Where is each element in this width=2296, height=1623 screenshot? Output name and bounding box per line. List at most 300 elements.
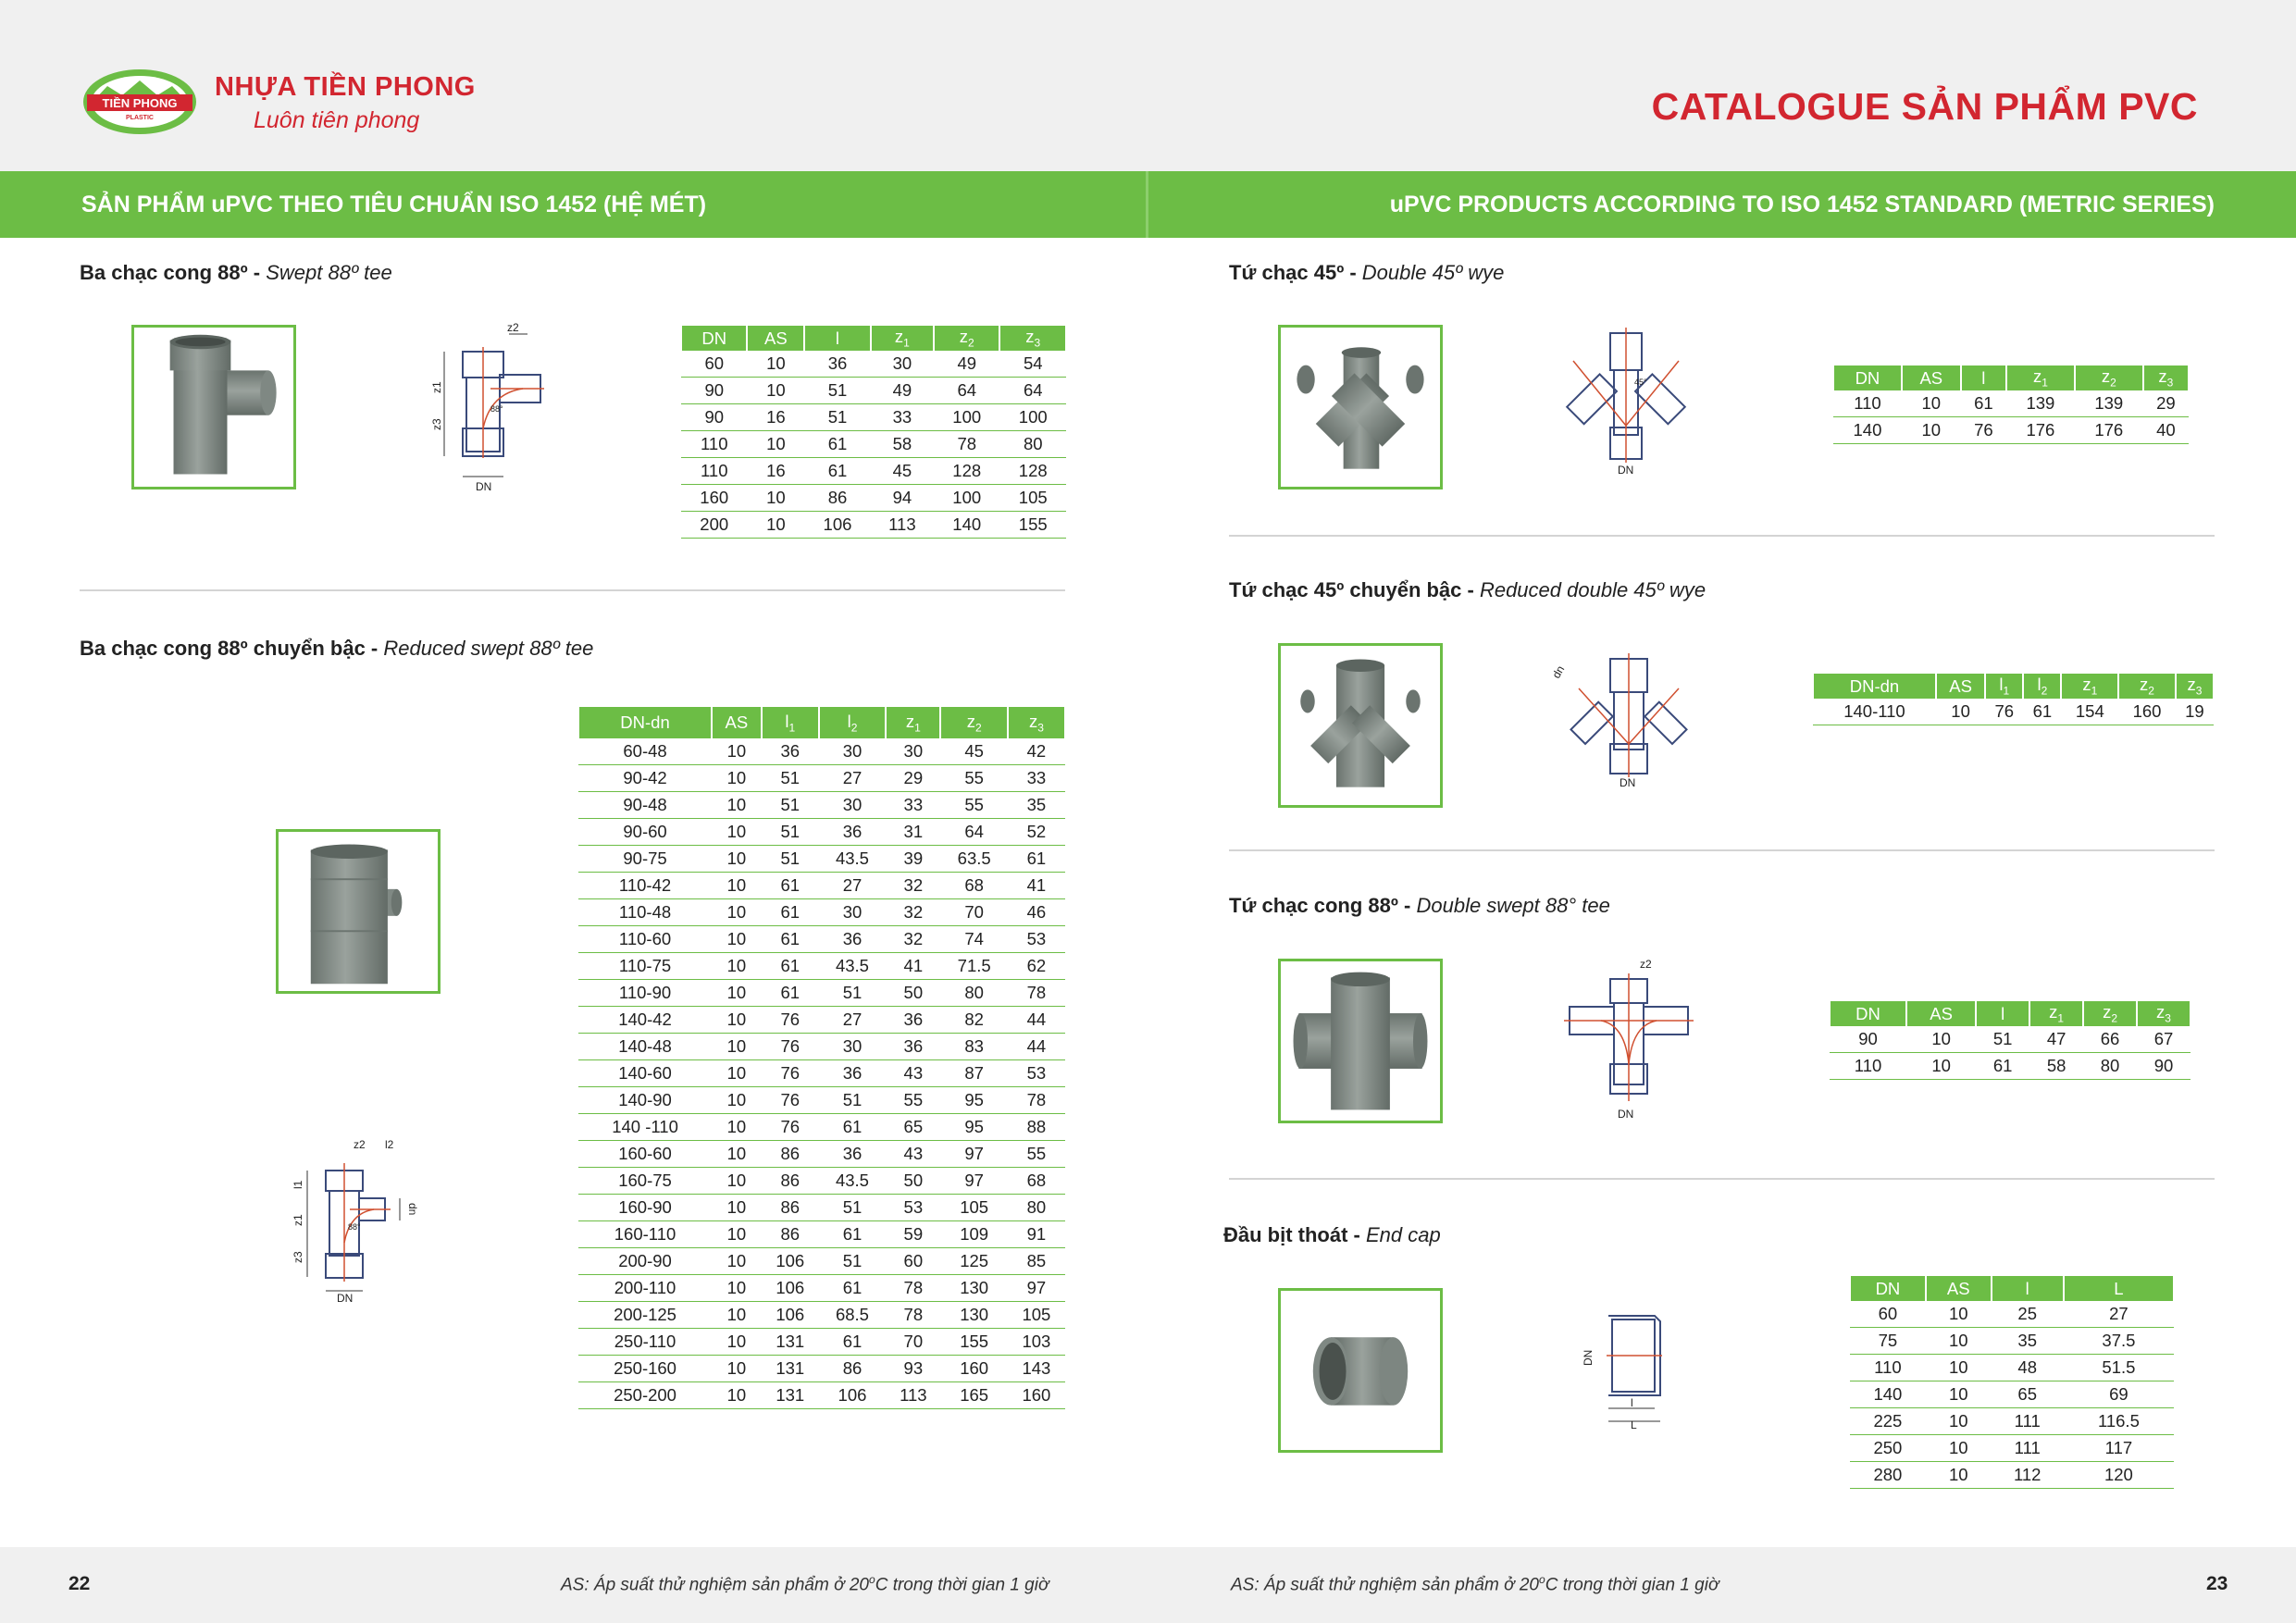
table-cell: 80 <box>2083 1053 2137 1080</box>
table-cell: 64 <box>934 378 999 404</box>
table-cell: 35 <box>1008 792 1065 819</box>
table-cell: 30 <box>819 1034 886 1060</box>
table-cell: 10 <box>1936 699 1985 725</box>
table-cell: 139 <box>2006 390 2075 417</box>
table-cell: 27 <box>2064 1301 2174 1328</box>
table-cell: 75 <box>1850 1328 1926 1355</box>
footnote-right: AS: Áp suất thử nghiệm sản phẩm ở 20$^o$C trong thời gian 1 giờ <box>1231 1573 1719 1595</box>
table-cell: 29 <box>2143 390 2189 417</box>
section-divider <box>80 589 1065 591</box>
table-cell: 110-75 <box>578 953 712 980</box>
table-row <box>578 1060 1065 1087</box>
table-cell: 110 <box>1833 390 1902 417</box>
table-cell: 86 <box>762 1195 819 1221</box>
table-cell: 130 <box>940 1302 1007 1329</box>
table-cell: 250-160 <box>578 1356 712 1382</box>
table-cell: 61 <box>762 899 819 926</box>
table-cell: 95 <box>940 1114 1007 1141</box>
swept-tee-label-z3: z3 <box>430 418 443 430</box>
table-cell: 90-60 <box>578 819 712 846</box>
table-row <box>1813 699 2214 725</box>
table-row <box>578 1168 1065 1195</box>
table-cell: 65 <box>886 1114 940 1141</box>
table-cell: 131 <box>762 1356 819 1382</box>
table-cell: 16 <box>747 458 804 485</box>
table-cell: 100 <box>934 404 999 431</box>
table-row <box>681 458 1066 485</box>
table-cell: 10 <box>712 792 762 819</box>
table-cell: 10 <box>712 1356 762 1382</box>
table-cell: 143 <box>1008 1356 1065 1382</box>
reduced-double-wye-table <box>1812 674 2215 725</box>
table-cell: 10 <box>747 512 804 539</box>
table-cell: 160-60 <box>578 1141 712 1168</box>
table-row <box>1833 417 2189 444</box>
table-cell: 10 <box>1902 390 1961 417</box>
table-cell: 58 <box>2029 1053 2083 1080</box>
table-cell: 200-125 <box>578 1302 712 1329</box>
table-cell: 37.5 <box>2064 1328 2174 1355</box>
reduced-tee-label-z2: z2 <box>354 1138 366 1151</box>
table-cell: 32 <box>886 899 940 926</box>
table-cell: 90-48 <box>578 792 712 819</box>
table-cell: 10 <box>1906 1026 1976 1053</box>
table-cell: 111 <box>1992 1408 2064 1435</box>
table-cell: 140-48 <box>578 1034 712 1060</box>
table-cell: 10 <box>712 980 762 1007</box>
table-cell: 91 <box>1008 1221 1065 1248</box>
banner-title-en: uPVC PRODUCTS ACCORDING TO ISO 1452 STANDARD (METRIC SERIES) <box>1389 192 2215 217</box>
table-cell: 10 <box>712 1221 762 1248</box>
table-cell: 43.5 <box>819 953 886 980</box>
table-cell: 29 <box>886 765 940 792</box>
table-cell: 35 <box>1992 1328 2064 1355</box>
reduced-swept-tee-drawing <box>289 1134 441 1305</box>
table-row <box>1850 1408 2174 1435</box>
table-cell: 51 <box>804 404 870 431</box>
table-cell: 10 <box>747 431 804 458</box>
table-cell: 10 <box>712 1195 762 1221</box>
table-cell: 30 <box>886 738 940 765</box>
table-header-row: DN-dn AS $l_1$ $l_2$ $z_1$ $z_2$ $z_3$ <box>1813 674 2214 699</box>
table-cell: 155 <box>940 1329 1007 1356</box>
table-row <box>1850 1328 2174 1355</box>
table-cell: 32 <box>886 873 940 899</box>
table-cell: 95 <box>940 1087 1007 1114</box>
table-row <box>578 1356 1065 1382</box>
table-row <box>578 1275 1065 1302</box>
table-cell: 176 <box>2075 417 2143 444</box>
table-cell: 68 <box>1008 1168 1065 1195</box>
reduced-swept-tee-photo <box>276 829 441 994</box>
table-cell: 51 <box>819 1248 886 1275</box>
table-row <box>1850 1462 2174 1489</box>
table-cell: 10 <box>712 873 762 899</box>
table-cell: 10 <box>712 953 762 980</box>
table-row <box>578 792 1065 819</box>
table-cell: 10 <box>712 1034 762 1060</box>
table-cell: 10 <box>712 1060 762 1087</box>
table-row <box>578 1195 1065 1221</box>
swept-tee-label-z1: z1 <box>430 381 443 393</box>
table-row <box>578 926 1065 953</box>
table-cell: 10 <box>712 738 762 765</box>
table-row <box>578 1087 1065 1114</box>
table-cell: 10 <box>1902 417 1961 444</box>
table-header-row: DN AS l $z_1$ $z_2$ $z_3$ <box>1833 365 2189 390</box>
table-cell: 51 <box>762 819 819 846</box>
section-divider <box>1229 849 2215 851</box>
table-cell: 140 <box>1850 1381 1926 1408</box>
page-number-left: 22 <box>68 1573 91 1594</box>
table-row <box>681 431 1066 458</box>
table-cell: 86 <box>762 1168 819 1195</box>
table-cell: 110-42 <box>578 873 712 899</box>
table-cell: 90 <box>681 378 747 404</box>
table-cell: 10 <box>1926 1408 1992 1435</box>
table-cell: 250-110 <box>578 1329 712 1356</box>
swept-tee-label-dn: DN <box>476 480 492 493</box>
table-cell: 62 <box>1008 953 1065 980</box>
table-header-row: DN-dn AS $l_1$ $l_2$ $z_1$ $z_2$ $z_3$ <box>578 707 1065 738</box>
reduced-tee-label-z1: z1 <box>292 1214 304 1226</box>
table-cell: 140-42 <box>578 1007 712 1034</box>
table-cell: 10 <box>747 378 804 404</box>
table-cell: 68.5 <box>819 1302 886 1329</box>
table-cell: 51 <box>762 792 819 819</box>
table-cell: 128 <box>999 458 1066 485</box>
table-cell: 140 <box>934 512 999 539</box>
section-divider <box>1229 535 2215 537</box>
reduced-tee-label-l2: l2 <box>385 1138 394 1151</box>
end-cap-label-l: l <box>1631 1396 1633 1409</box>
table-cell: 51.5 <box>2064 1355 2174 1381</box>
table-cell: 76 <box>762 1007 819 1034</box>
table-cell: 111 <box>1992 1435 2064 1462</box>
table-cell: 128 <box>934 458 999 485</box>
table-cell: 61 <box>819 1275 886 1302</box>
table-cell: 76 <box>1985 699 2023 725</box>
table-cell: 140 <box>1833 417 1902 444</box>
table-row <box>681 404 1066 431</box>
table-cell: 61 <box>762 873 819 899</box>
double-swept-label-dn: DN <box>1618 1108 1634 1121</box>
table-cell: 10 <box>712 846 762 873</box>
table-row <box>1850 1301 2174 1328</box>
banner-title-vi: SẢN PHẨM uPVC THEO TIÊU CHUẨN ISO 1452 (HỆ MÉT) <box>81 192 707 217</box>
table-cell: 60 <box>1850 1301 1926 1328</box>
table-cell: 93 <box>886 1356 940 1382</box>
end-cap-drawing <box>1573 1305 1675 1430</box>
table-header-row: DN AS l L <box>1850 1276 2174 1301</box>
double-wye-photo <box>1278 325 1443 489</box>
table-cell: 116.5 <box>2064 1408 2174 1435</box>
table-cell: 43.5 <box>819 846 886 873</box>
table-cell: 76 <box>762 1060 819 1087</box>
table-cell: 10 <box>712 1382 762 1409</box>
swept-tee-title: Ba chạc cong 88º - Swept 88º tee <box>80 261 392 284</box>
reduced-double-wye-drawing <box>1540 648 1712 796</box>
table-cell: 110-90 <box>578 980 712 1007</box>
table-cell: 10 <box>712 899 762 926</box>
table-cell: 160 <box>2118 699 2176 725</box>
end-cap-label-L: L <box>1631 1419 1637 1431</box>
reduced-tee-label-dn-small: dn <box>406 1203 419 1216</box>
table-cell: 68 <box>940 873 1007 899</box>
table-row <box>578 899 1065 926</box>
table-cell: 63.5 <box>940 846 1007 873</box>
end-cap-title: Đầu bịt thoát - End cap <box>1223 1223 1441 1246</box>
table-cell: 64 <box>940 819 1007 846</box>
table-cell: 10 <box>747 351 804 378</box>
page-number-right: 23 <box>2206 1573 2228 1594</box>
table-cell: 10 <box>1926 1328 1992 1355</box>
table-cell: 90-42 <box>578 765 712 792</box>
table-row <box>1830 1053 2191 1080</box>
reduced-tee-label-l1: l1 <box>292 1180 304 1189</box>
table-cell: 10 <box>1926 1301 1992 1328</box>
table-row <box>578 1114 1065 1141</box>
brand-slogan: Luôn tiên phong <box>254 107 420 133</box>
table-cell: 36 <box>819 1141 886 1168</box>
swept-tee-table <box>680 326 1067 539</box>
table-cell: 103 <box>1008 1329 1065 1356</box>
table-cell: 61 <box>762 980 819 1007</box>
table-cell: 100 <box>999 404 1066 431</box>
table-cell: 36 <box>819 1060 886 1087</box>
table-cell: 10 <box>712 1275 762 1302</box>
table-cell: 10 <box>712 1302 762 1329</box>
double-swept-tee-title: Tứ chạc cong 88º - Double swept 88° tee <box>1229 894 1610 917</box>
table-cell: 110-60 <box>578 926 712 953</box>
table-cell: 27 <box>819 873 886 899</box>
table-cell: 54 <box>999 351 1066 378</box>
table-cell: 60-48 <box>578 738 712 765</box>
table-cell: 113 <box>871 512 934 539</box>
table-cell: 80 <box>940 980 1007 1007</box>
double-wye-table <box>1832 365 2190 444</box>
table-cell: 53 <box>1008 926 1065 953</box>
table-row <box>578 1141 1065 1168</box>
table-cell: 33 <box>871 404 934 431</box>
table-cell: 52 <box>1008 819 1065 846</box>
footnote-left: AS: Áp suất thử nghiệm sản phẩm ở 20$^o$C trong thời gian 1 giờ <box>561 1573 1049 1595</box>
table-cell: 200 <box>681 512 747 539</box>
table-cell: 36 <box>886 1007 940 1034</box>
table-cell: 100 <box>934 485 999 512</box>
table-cell: 67 <box>2137 1026 2191 1053</box>
table-cell: 140 -110 <box>578 1114 712 1141</box>
table-cell: 42 <box>1008 738 1065 765</box>
reduced-double-wye-photo <box>1278 643 1443 808</box>
table-cell: 160 <box>1008 1382 1065 1409</box>
table-cell: 80 <box>999 431 1066 458</box>
table-cell: 90 <box>2137 1053 2191 1080</box>
table-cell: 90 <box>1830 1026 1906 1053</box>
table-cell: 110 <box>681 431 747 458</box>
swept-tee-label-angle: 88° <box>490 404 503 414</box>
table-cell: 33 <box>1008 765 1065 792</box>
double-wye-label-angle: 45° <box>1634 378 1647 387</box>
table-cell: 90-75 <box>578 846 712 873</box>
table-cell: 110 <box>1850 1355 1926 1381</box>
table-cell: 97 <box>1008 1275 1065 1302</box>
table-cell: 105 <box>999 485 1066 512</box>
table-cell: 78 <box>934 431 999 458</box>
table-cell: 74 <box>940 926 1007 953</box>
table-cell: 139 <box>2075 390 2143 417</box>
table-row <box>578 873 1065 899</box>
table-cell: 10 <box>712 765 762 792</box>
table-cell: 10 <box>1926 1381 1992 1408</box>
table-cell: 61 <box>2023 699 2061 725</box>
table-cell: 36 <box>819 926 886 953</box>
table-cell: 51 <box>819 980 886 1007</box>
table-cell: 25 <box>1992 1301 2064 1328</box>
reduced-wye-label-dn: DN <box>1620 776 1636 789</box>
table-row <box>578 1248 1065 1275</box>
double-wye-title: Tứ chạc 45º - Double 45º wye <box>1229 261 1505 284</box>
table-row <box>578 953 1065 980</box>
table-cell: 51 <box>819 1087 886 1114</box>
table-cell: 61 <box>762 926 819 953</box>
table-cell: 78 <box>1008 980 1065 1007</box>
reduced-tee-label-angle: 88° <box>348 1222 361 1232</box>
banner-divider <box>1146 171 1148 238</box>
table-cell: 76 <box>762 1087 819 1114</box>
table-cell: 165 <box>940 1382 1007 1409</box>
reduced-swept-tee-title: Ba chạc cong 88º chuyển bậc - Reduced swept 88º tee <box>80 637 594 660</box>
table-cell: 109 <box>940 1221 1007 1248</box>
brand-name: NHỰA TIỀN PHONG <box>215 72 476 102</box>
double-swept-tee-table <box>1829 1001 2191 1080</box>
section-divider <box>1229 1178 2215 1180</box>
table-row <box>681 351 1066 378</box>
table-cell: 200-90 <box>578 1248 712 1275</box>
table-cell: 27 <box>819 1007 886 1034</box>
table-cell: 10 <box>747 485 804 512</box>
table-cell: 140-90 <box>578 1087 712 1114</box>
table-cell: 30 <box>819 738 886 765</box>
table-cell: 61 <box>1008 846 1065 873</box>
table-row <box>578 1221 1065 1248</box>
table-cell: 10 <box>712 1114 762 1141</box>
table-cell: 131 <box>762 1382 819 1409</box>
table-cell: 10 <box>712 926 762 953</box>
table-cell: 94 <box>871 485 934 512</box>
table-cell: 41 <box>886 953 940 980</box>
table-cell: 160-75 <box>578 1168 712 1195</box>
table-header-row: DN AS l $z_1$ $z_2$ $z_3$ <box>681 326 1066 351</box>
swept-tee-label-z2: z2 <box>507 321 519 334</box>
table-cell: 36 <box>886 1034 940 1060</box>
table-cell: 160-90 <box>578 1195 712 1221</box>
table-cell: 113 <box>886 1382 940 1409</box>
table-cell: 48 <box>1992 1355 2064 1381</box>
table-row <box>578 765 1065 792</box>
table-cell: 36 <box>819 819 886 846</box>
table-cell: 51 <box>762 765 819 792</box>
double-wye-label-dn: DN <box>1618 464 1634 477</box>
table-cell: 280 <box>1850 1462 1926 1489</box>
table-cell: 41 <box>1008 873 1065 899</box>
table-cell: 160 <box>940 1356 1007 1382</box>
table-cell: 225 <box>1850 1408 1926 1435</box>
table-row <box>1850 1355 2174 1381</box>
table-row <box>681 512 1066 539</box>
table-cell: 49 <box>871 378 934 404</box>
company-logo <box>81 68 198 136</box>
table-cell: 97 <box>940 1141 1007 1168</box>
table-cell: 78 <box>886 1275 940 1302</box>
table-row <box>578 738 1065 765</box>
table-cell: 88 <box>1008 1114 1065 1141</box>
table-cell: 36 <box>762 738 819 765</box>
table-cell: 106 <box>819 1382 886 1409</box>
table-cell: 61 <box>1976 1053 2029 1080</box>
table-cell: 55 <box>940 765 1007 792</box>
table-cell: 69 <box>2064 1381 2174 1408</box>
table-cell: 51 <box>819 1195 886 1221</box>
table-cell: 176 <box>2006 417 2075 444</box>
table-cell: 61 <box>804 458 870 485</box>
table-cell: 55 <box>1008 1141 1065 1168</box>
table-cell: 10 <box>712 1007 762 1034</box>
table-cell: 53 <box>1008 1060 1065 1087</box>
table-cell: 70 <box>886 1329 940 1356</box>
table-cell: 50 <box>886 1168 940 1195</box>
logo-text: TIỀN PHONG <box>102 96 178 110</box>
table-cell: 86 <box>804 485 870 512</box>
end-cap-label-dn: DN <box>1582 1349 1595 1366</box>
table-cell: 59 <box>886 1221 940 1248</box>
table-cell: 27 <box>819 765 886 792</box>
table-cell: 51 <box>1976 1026 2029 1053</box>
table-cell: 80 <box>1008 1195 1065 1221</box>
table-cell: 30 <box>871 351 934 378</box>
table-cell: 97 <box>940 1168 1007 1195</box>
table-cell: 250 <box>1850 1435 1926 1462</box>
table-cell: 250-200 <box>578 1382 712 1409</box>
table-cell: 64 <box>999 378 1066 404</box>
end-cap-table <box>1849 1276 2175 1489</box>
table-cell: 30 <box>819 899 886 926</box>
table-row <box>1850 1435 2174 1462</box>
table-cell: 33 <box>886 792 940 819</box>
table-cell: 76 <box>1961 417 2006 444</box>
table-row <box>578 1382 1065 1409</box>
table-cell: 140-60 <box>578 1060 712 1087</box>
section-banner <box>0 171 2296 238</box>
table-cell: 160-110 <box>578 1221 712 1248</box>
table-cell: 10 <box>712 1087 762 1114</box>
table-cell: 61 <box>819 1114 886 1141</box>
table-cell: 40 <box>2143 417 2189 444</box>
table-cell: 10 <box>712 1248 762 1275</box>
table-cell: 10 <box>712 1329 762 1356</box>
reduced-wye-label-dn-small: dn <box>1549 663 1568 681</box>
table-cell: 61 <box>819 1221 886 1248</box>
table-cell: 131 <box>762 1329 819 1356</box>
table-cell: 125 <box>940 1248 1007 1275</box>
table-cell: 61 <box>804 431 870 458</box>
table-cell: 43 <box>886 1141 940 1168</box>
table-cell: 87 <box>940 1060 1007 1087</box>
table-cell: 45 <box>871 458 934 485</box>
table-row <box>1830 1026 2191 1053</box>
table-cell: 50 <box>886 980 940 1007</box>
reduced-tee-label-z3: z3 <box>292 1251 304 1263</box>
